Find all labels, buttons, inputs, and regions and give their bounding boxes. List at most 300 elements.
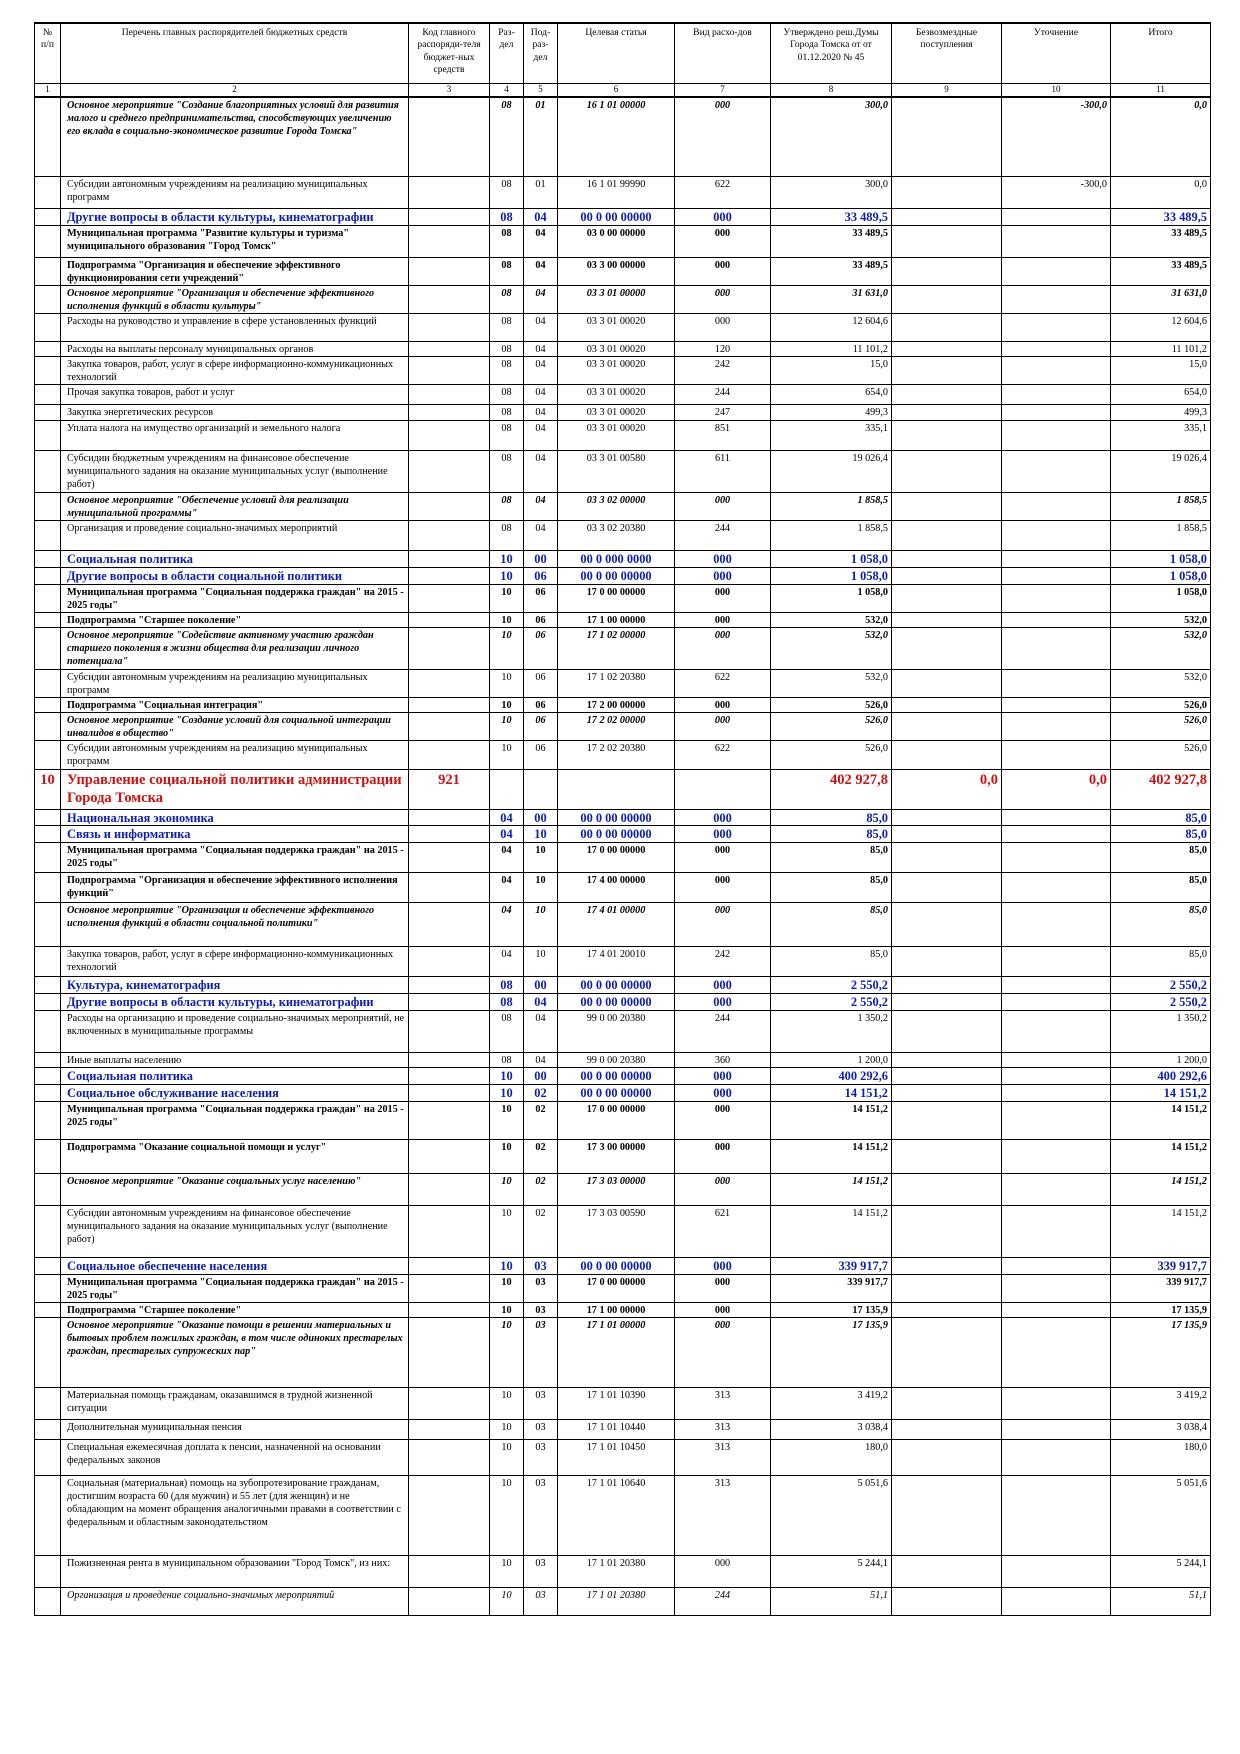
row-expense-type: 244 bbox=[675, 1011, 771, 1053]
row-total: 14 151,2 bbox=[1111, 1139, 1211, 1173]
row-gratuitous bbox=[892, 405, 1002, 421]
row-name: Расходы на организацию и проведение социально-значимых мероприятий, не включенных в муниципальные программы bbox=[61, 1011, 409, 1053]
row-clarification bbox=[1002, 1387, 1111, 1419]
row-name: Муниципальная программа "Социальная поддержка граждан" на 2015 - 2025 годы" bbox=[61, 843, 409, 873]
row-expense-type: 851 bbox=[675, 421, 771, 451]
row-number bbox=[35, 628, 61, 670]
row-clarification bbox=[1002, 1173, 1111, 1205]
row-razdel: 08 bbox=[490, 405, 524, 421]
column-number: 8 bbox=[771, 84, 892, 97]
row-clarification bbox=[1002, 826, 1111, 843]
row-number bbox=[35, 1475, 61, 1555]
row-gratuitous bbox=[892, 568, 1002, 585]
column-number: 2 bbox=[61, 84, 409, 97]
row-admin-code bbox=[409, 628, 490, 670]
table-row bbox=[35, 225, 1211, 257]
row-expense-type: 000 bbox=[675, 698, 771, 713]
row-expense-type: 000 bbox=[675, 257, 771, 285]
row-gratuitous bbox=[892, 947, 1002, 977]
row-number bbox=[35, 551, 61, 568]
row-podrazdel: 01 bbox=[524, 177, 558, 209]
row-gratuitous bbox=[892, 826, 1002, 843]
row-gratuitous bbox=[892, 1011, 1002, 1053]
row-clarification bbox=[1002, 285, 1111, 313]
row-approved: 51,1 bbox=[771, 1587, 892, 1615]
row-clarification bbox=[1002, 1439, 1111, 1475]
row-razdel: 10 bbox=[490, 698, 524, 713]
row-target-article bbox=[558, 769, 675, 809]
row-number bbox=[35, 1439, 61, 1475]
row-approved: 499,3 bbox=[771, 405, 892, 421]
row-expense-type: 000 bbox=[675, 628, 771, 670]
row-expense-type: 000 bbox=[675, 843, 771, 873]
row-podrazdel: 03 bbox=[524, 1274, 558, 1302]
row-name: Основное мероприятие "Оказание помощи в решении материальных и бытовых проблем пожилых граждан, в том числе одиноких престарелых граждан, престарелых супружеских пар" bbox=[61, 1317, 409, 1387]
row-number bbox=[35, 994, 61, 1011]
row-name: Социальная политика bbox=[61, 1068, 409, 1085]
row-gratuitous bbox=[892, 451, 1002, 493]
row-gratuitous bbox=[892, 357, 1002, 385]
row-number bbox=[35, 1205, 61, 1257]
row-target-article: 17 3 03 00590 bbox=[558, 1205, 675, 1257]
row-total: 1 350,2 bbox=[1111, 1011, 1211, 1053]
row-expense-type: 000 bbox=[675, 1317, 771, 1387]
table-row bbox=[35, 1387, 1211, 1419]
table-row bbox=[35, 257, 1211, 285]
table-row bbox=[35, 1205, 1211, 1257]
row-podrazdel: 06 bbox=[524, 670, 558, 698]
row-number bbox=[35, 873, 61, 903]
header-clarification: Уточнение bbox=[1002, 23, 1111, 84]
row-approved: 526,0 bbox=[771, 741, 892, 769]
row-podrazdel: 02 bbox=[524, 1101, 558, 1139]
row-expense-type: 000 bbox=[675, 809, 771, 826]
row-target-article: 17 4 00 00000 bbox=[558, 873, 675, 903]
row-number bbox=[35, 1139, 61, 1173]
row-razdel: 08 bbox=[490, 257, 524, 285]
row-podrazdel: 00 bbox=[524, 1068, 558, 1085]
row-clarification bbox=[1002, 903, 1111, 947]
row-name: Социальная (материальная) помощь на зубопротезирование гражданам, достигшим возраста 60 (для мужчин) и 55 лет (для женщин) и не обладающим на момент обращения аналогичными правами в соответствии с федеральным и областным законодательством bbox=[61, 1475, 409, 1555]
row-podrazdel: 04 bbox=[524, 357, 558, 385]
row-total: 402 927,8 bbox=[1111, 769, 1211, 809]
row-target-article: 99 0 00 20380 bbox=[558, 1011, 675, 1053]
row-approved: 12 604,6 bbox=[771, 314, 892, 342]
row-razdel: 10 bbox=[490, 1257, 524, 1274]
row-target-article: 17 2 02 20380 bbox=[558, 741, 675, 769]
row-target-article: 17 1 01 10450 bbox=[558, 1439, 675, 1475]
row-gratuitous bbox=[892, 1302, 1002, 1317]
row-name: Основное мероприятие "Обеспечение условий для реализации муниципальной программы" bbox=[61, 493, 409, 521]
row-target-article: 03 3 02 20380 bbox=[558, 521, 675, 551]
row-admin-code: 921 bbox=[409, 769, 490, 809]
row-gratuitous bbox=[892, 1475, 1002, 1555]
row-target-article: 00 0 00 00000 bbox=[558, 568, 675, 585]
row-number bbox=[35, 209, 61, 226]
row-expense-type: 622 bbox=[675, 741, 771, 769]
row-clarification bbox=[1002, 1101, 1111, 1139]
row-admin-code bbox=[409, 1257, 490, 1274]
row-name: Основное мероприятие "Оказание социальных услуг населению" bbox=[61, 1173, 409, 1205]
row-approved: 33 489,5 bbox=[771, 225, 892, 257]
row-admin-code bbox=[409, 1139, 490, 1173]
row-number bbox=[35, 314, 61, 342]
row-admin-code bbox=[409, 741, 490, 769]
row-total: 14 151,2 bbox=[1111, 1205, 1211, 1257]
row-razdel: 08 bbox=[490, 1053, 524, 1068]
table-row bbox=[35, 903, 1211, 947]
row-gratuitous bbox=[892, 421, 1002, 451]
row-admin-code bbox=[409, 1317, 490, 1387]
row-number bbox=[35, 613, 61, 628]
row-number bbox=[35, 698, 61, 713]
row-podrazdel: 10 bbox=[524, 903, 558, 947]
row-expense-type: 313 bbox=[675, 1439, 771, 1475]
row-approved: 85,0 bbox=[771, 873, 892, 903]
row-approved: 339 917,7 bbox=[771, 1274, 892, 1302]
row-podrazdel: 06 bbox=[524, 713, 558, 741]
row-total: 526,0 bbox=[1111, 713, 1211, 741]
row-number bbox=[35, 1387, 61, 1419]
row-expense-type: 000 bbox=[675, 1084, 771, 1101]
row-razdel: 04 bbox=[490, 826, 524, 843]
row-clarification bbox=[1002, 209, 1111, 226]
row-admin-code bbox=[409, 1555, 490, 1587]
row-admin-code bbox=[409, 521, 490, 551]
row-admin-code bbox=[409, 1068, 490, 1085]
row-clarification bbox=[1002, 713, 1111, 741]
row-admin-code bbox=[409, 826, 490, 843]
row-admin-code bbox=[409, 1419, 490, 1439]
row-name: Культура, кинематография bbox=[61, 977, 409, 994]
row-total: 335,1 bbox=[1111, 421, 1211, 451]
row-name: Основное мероприятие "Содействие активному участию граждан старшего поколения в жизни общества для реализации личного потенциала" bbox=[61, 628, 409, 670]
row-number bbox=[35, 585, 61, 613]
table-row bbox=[35, 1475, 1211, 1555]
row-podrazdel: 10 bbox=[524, 826, 558, 843]
row-podrazdel: 03 bbox=[524, 1257, 558, 1274]
row-expense-type: 000 bbox=[675, 977, 771, 994]
row-razdel: 08 bbox=[490, 209, 524, 226]
row-gratuitous bbox=[892, 698, 1002, 713]
row-razdel: 10 bbox=[490, 1068, 524, 1085]
row-razdel: 08 bbox=[490, 994, 524, 1011]
table-row bbox=[35, 451, 1211, 493]
row-clarification bbox=[1002, 1555, 1111, 1587]
row-admin-code bbox=[409, 342, 490, 357]
row-expense-type: 000 bbox=[675, 713, 771, 741]
row-target-article: 17 0 00 00000 bbox=[558, 1101, 675, 1139]
row-razdel: 08 bbox=[490, 1011, 524, 1053]
row-expense-type: 000 bbox=[675, 568, 771, 585]
table-row bbox=[35, 628, 1211, 670]
row-number bbox=[35, 225, 61, 257]
table-row bbox=[35, 713, 1211, 741]
row-name: Прочая закупка товаров, работ и услуг bbox=[61, 385, 409, 405]
row-expense-type: 000 bbox=[675, 209, 771, 226]
header-nn: № п/п bbox=[35, 23, 61, 84]
row-total: 499,3 bbox=[1111, 405, 1211, 421]
row-expense-type bbox=[675, 769, 771, 809]
row-number bbox=[35, 421, 61, 451]
row-gratuitous bbox=[892, 1419, 1002, 1439]
row-podrazdel: 03 bbox=[524, 1419, 558, 1439]
table-row bbox=[35, 1274, 1211, 1302]
row-target-article: 17 0 00 00000 bbox=[558, 1274, 675, 1302]
row-expense-type: 622 bbox=[675, 177, 771, 209]
row-admin-code bbox=[409, 698, 490, 713]
row-clarification bbox=[1002, 521, 1111, 551]
row-admin-code bbox=[409, 551, 490, 568]
row-name: Подпрограмма "Социальная интеграция" bbox=[61, 698, 409, 713]
row-name: Субсидии автономным учреждениям на реализацию муниципальных программ bbox=[61, 177, 409, 209]
row-podrazdel: 03 bbox=[524, 1387, 558, 1419]
row-clarification bbox=[1002, 1257, 1111, 1274]
table-row bbox=[35, 1419, 1211, 1439]
table-row bbox=[35, 1257, 1211, 1274]
row-expense-type: 611 bbox=[675, 451, 771, 493]
row-target-article: 17 1 00 00000 bbox=[558, 1302, 675, 1317]
row-number bbox=[35, 826, 61, 843]
row-expense-type: 000 bbox=[675, 225, 771, 257]
row-gratuitous bbox=[892, 1387, 1002, 1419]
row-podrazdel: 10 bbox=[524, 873, 558, 903]
row-clarification bbox=[1002, 1068, 1111, 1085]
row-podrazdel: 04 bbox=[524, 1011, 558, 1053]
row-gratuitous bbox=[892, 903, 1002, 947]
header-razdel: Раз-дел bbox=[490, 23, 524, 84]
row-approved: 1 350,2 bbox=[771, 1011, 892, 1053]
row-gratuitous bbox=[892, 628, 1002, 670]
row-target-article: 03 0 00 00000 bbox=[558, 225, 675, 257]
row-clarification bbox=[1002, 994, 1111, 1011]
row-total: 85,0 bbox=[1111, 809, 1211, 826]
row-total: 3 419,2 bbox=[1111, 1387, 1211, 1419]
row-clarification bbox=[1002, 314, 1111, 342]
column-number: 9 bbox=[892, 84, 1002, 97]
row-gratuitous bbox=[892, 1257, 1002, 1274]
row-podrazdel: 04 bbox=[524, 314, 558, 342]
row-total: 526,0 bbox=[1111, 698, 1211, 713]
row-admin-code bbox=[409, 1387, 490, 1419]
table-row bbox=[35, 741, 1211, 769]
row-razdel: 10 bbox=[490, 1084, 524, 1101]
row-razdel: 10 bbox=[490, 741, 524, 769]
row-total: 14 151,2 bbox=[1111, 1173, 1211, 1205]
row-name: Закупка энергетических ресурсов bbox=[61, 405, 409, 421]
row-target-article: 17 1 00 00000 bbox=[558, 613, 675, 628]
row-razdel: 04 bbox=[490, 903, 524, 947]
row-podrazdel: 06 bbox=[524, 585, 558, 613]
row-podrazdel: 02 bbox=[524, 1084, 558, 1101]
row-admin-code bbox=[409, 613, 490, 628]
row-podrazdel: 06 bbox=[524, 568, 558, 585]
row-expense-type: 000 bbox=[675, 1101, 771, 1139]
row-approved: 300,0 bbox=[771, 97, 892, 177]
row-expense-type: 247 bbox=[675, 405, 771, 421]
row-podrazdel: 03 bbox=[524, 1302, 558, 1317]
row-podrazdel: 06 bbox=[524, 613, 558, 628]
row-approved: 31 631,0 bbox=[771, 285, 892, 313]
row-name: Муниципальная программа "Социальная поддержка граждан" на 2015 - 2025 годы" bbox=[61, 1101, 409, 1139]
row-admin-code bbox=[409, 493, 490, 521]
row-gratuitous: 0,0 bbox=[892, 769, 1002, 809]
row-clarification bbox=[1002, 257, 1111, 285]
row-target-article: 17 1 01 10440 bbox=[558, 1419, 675, 1439]
table-row bbox=[35, 1555, 1211, 1587]
row-name: Управление социальной политики администрации Города Томска bbox=[61, 769, 409, 809]
row-target-article: 00 0 00 00000 bbox=[558, 1084, 675, 1101]
row-total: 11 101,2 bbox=[1111, 342, 1211, 357]
row-approved: 1 058,0 bbox=[771, 585, 892, 613]
row-expense-type: 000 bbox=[675, 314, 771, 342]
row-target-article: 00 0 00 00000 bbox=[558, 1257, 675, 1274]
row-name: Подпрограмма "Организация и обеспечение эффективного исполнения функций" bbox=[61, 873, 409, 903]
row-target-article: 00 0 00 00000 bbox=[558, 809, 675, 826]
row-target-article: 17 4 01 00000 bbox=[558, 903, 675, 947]
row-total: 5 051,6 bbox=[1111, 1475, 1211, 1555]
row-approved: 14 151,2 bbox=[771, 1139, 892, 1173]
row-name: Основное мероприятие "Создание условий для социальной интеграции инвалидов в общество" bbox=[61, 713, 409, 741]
table-row bbox=[35, 314, 1211, 342]
table-row bbox=[35, 613, 1211, 628]
row-expense-type: 000 bbox=[675, 551, 771, 568]
row-clarification bbox=[1002, 551, 1111, 568]
row-gratuitous bbox=[892, 551, 1002, 568]
table-row bbox=[35, 493, 1211, 521]
row-name: Закупка товаров, работ, услуг в сфере информационно-коммуникационных технологий bbox=[61, 357, 409, 385]
row-target-article: 03 3 01 00020 bbox=[558, 314, 675, 342]
row-approved: 2 550,2 bbox=[771, 977, 892, 994]
table-row bbox=[35, 1011, 1211, 1053]
row-number bbox=[35, 843, 61, 873]
row-clarification bbox=[1002, 1053, 1111, 1068]
row-approved: 11 101,2 bbox=[771, 342, 892, 357]
row-gratuitous bbox=[892, 257, 1002, 285]
row-approved: 85,0 bbox=[771, 843, 892, 873]
row-expense-type: 360 bbox=[675, 1053, 771, 1068]
row-total: 526,0 bbox=[1111, 741, 1211, 769]
row-name: Закупка товаров, работ, услуг в сфере информационно-коммуникационных технологий bbox=[61, 947, 409, 977]
row-name: Другие вопросы в области культуры, кинематографии bbox=[61, 209, 409, 226]
table-row bbox=[35, 873, 1211, 903]
row-number bbox=[35, 357, 61, 385]
row-razdel: 10 bbox=[490, 1205, 524, 1257]
row-clarification bbox=[1002, 421, 1111, 451]
row-number bbox=[35, 1068, 61, 1085]
row-expense-type: 313 bbox=[675, 1387, 771, 1419]
row-clarification bbox=[1002, 698, 1111, 713]
row-razdel bbox=[490, 769, 524, 809]
row-name: Подпрограмма "Оказание социальной помощи и услуг" bbox=[61, 1139, 409, 1173]
row-name: Субсидии автономным учреждениям на реализацию муниципальных программ bbox=[61, 741, 409, 769]
row-target-article: 17 0 00 00000 bbox=[558, 585, 675, 613]
row-clarification bbox=[1002, 670, 1111, 698]
table-row bbox=[35, 1101, 1211, 1139]
row-admin-code bbox=[409, 1587, 490, 1615]
row-admin-code bbox=[409, 1084, 490, 1101]
table-row bbox=[35, 1317, 1211, 1387]
row-name: Подпрограмма "Организация и обеспечение эффективного функционирования сети учреждений" bbox=[61, 257, 409, 285]
row-approved: 400 292,6 bbox=[771, 1068, 892, 1085]
row-gratuitous bbox=[892, 1555, 1002, 1587]
row-number bbox=[35, 97, 61, 177]
row-total: 0,0 bbox=[1111, 177, 1211, 209]
table-row bbox=[35, 994, 1211, 1011]
row-clarification bbox=[1002, 1419, 1111, 1439]
row-target-article: 17 1 02 00000 bbox=[558, 628, 675, 670]
row-razdel: 10 bbox=[490, 1387, 524, 1419]
row-expense-type: 244 bbox=[675, 385, 771, 405]
row-approved: 402 927,8 bbox=[771, 769, 892, 809]
row-total: 12 604,6 bbox=[1111, 314, 1211, 342]
table-row bbox=[35, 209, 1211, 226]
row-razdel: 10 bbox=[490, 1274, 524, 1302]
row-total: 5 244,1 bbox=[1111, 1555, 1211, 1587]
row-podrazdel: 04 bbox=[524, 385, 558, 405]
row-razdel: 08 bbox=[490, 421, 524, 451]
row-name: Пожизненная рента в муниципальном образовании "Город Томск", из них: bbox=[61, 1555, 409, 1587]
row-clarification bbox=[1002, 977, 1111, 994]
row-podrazdel: 03 bbox=[524, 1475, 558, 1555]
row-name: Специальная ежемесячная доплата к пенсии, назначенной на основании федеральных законов bbox=[61, 1439, 409, 1475]
row-razdel: 08 bbox=[490, 357, 524, 385]
row-total: 33 489,5 bbox=[1111, 257, 1211, 285]
row-total: 339 917,7 bbox=[1111, 1274, 1211, 1302]
row-expense-type: 313 bbox=[675, 1475, 771, 1555]
row-expense-type: 621 bbox=[675, 1205, 771, 1257]
row-podrazdel bbox=[524, 769, 558, 809]
row-number bbox=[35, 1274, 61, 1302]
row-approved: 335,1 bbox=[771, 421, 892, 451]
row-expense-type: 244 bbox=[675, 521, 771, 551]
row-clarification bbox=[1002, 613, 1111, 628]
row-clarification bbox=[1002, 741, 1111, 769]
row-gratuitous bbox=[892, 1205, 1002, 1257]
row-total: 51,1 bbox=[1111, 1587, 1211, 1615]
header-code: Код главного распоряди-теля бюджет-ных средств bbox=[409, 23, 490, 84]
row-gratuitous bbox=[892, 741, 1002, 769]
row-clarification bbox=[1002, 493, 1111, 521]
row-admin-code bbox=[409, 1173, 490, 1205]
row-total: 2 550,2 bbox=[1111, 977, 1211, 994]
row-clarification bbox=[1002, 568, 1111, 585]
row-podrazdel: 03 bbox=[524, 1587, 558, 1615]
row-clarification bbox=[1002, 357, 1111, 385]
column-number: 6 bbox=[558, 84, 675, 97]
row-target-article: 17 0 00 00000 bbox=[558, 843, 675, 873]
row-approved: 17 135,9 bbox=[771, 1317, 892, 1387]
row-expense-type: 000 bbox=[675, 1257, 771, 1274]
row-gratuitous bbox=[892, 1274, 1002, 1302]
row-number bbox=[35, 568, 61, 585]
row-clarification bbox=[1002, 1475, 1111, 1555]
row-gratuitous bbox=[892, 314, 1002, 342]
row-number bbox=[35, 385, 61, 405]
row-number bbox=[35, 977, 61, 994]
row-gratuitous bbox=[892, 1587, 1002, 1615]
row-admin-code bbox=[409, 209, 490, 226]
row-razdel: 08 bbox=[490, 342, 524, 357]
row-expense-type: 000 bbox=[675, 1302, 771, 1317]
row-admin-code bbox=[409, 1053, 490, 1068]
row-podrazdel: 06 bbox=[524, 628, 558, 670]
row-approved: 17 135,9 bbox=[771, 1302, 892, 1317]
row-gratuitous bbox=[892, 285, 1002, 313]
table-row bbox=[35, 977, 1211, 994]
row-expense-type: 313 bbox=[675, 1419, 771, 1439]
row-total: 17 135,9 bbox=[1111, 1317, 1211, 1387]
